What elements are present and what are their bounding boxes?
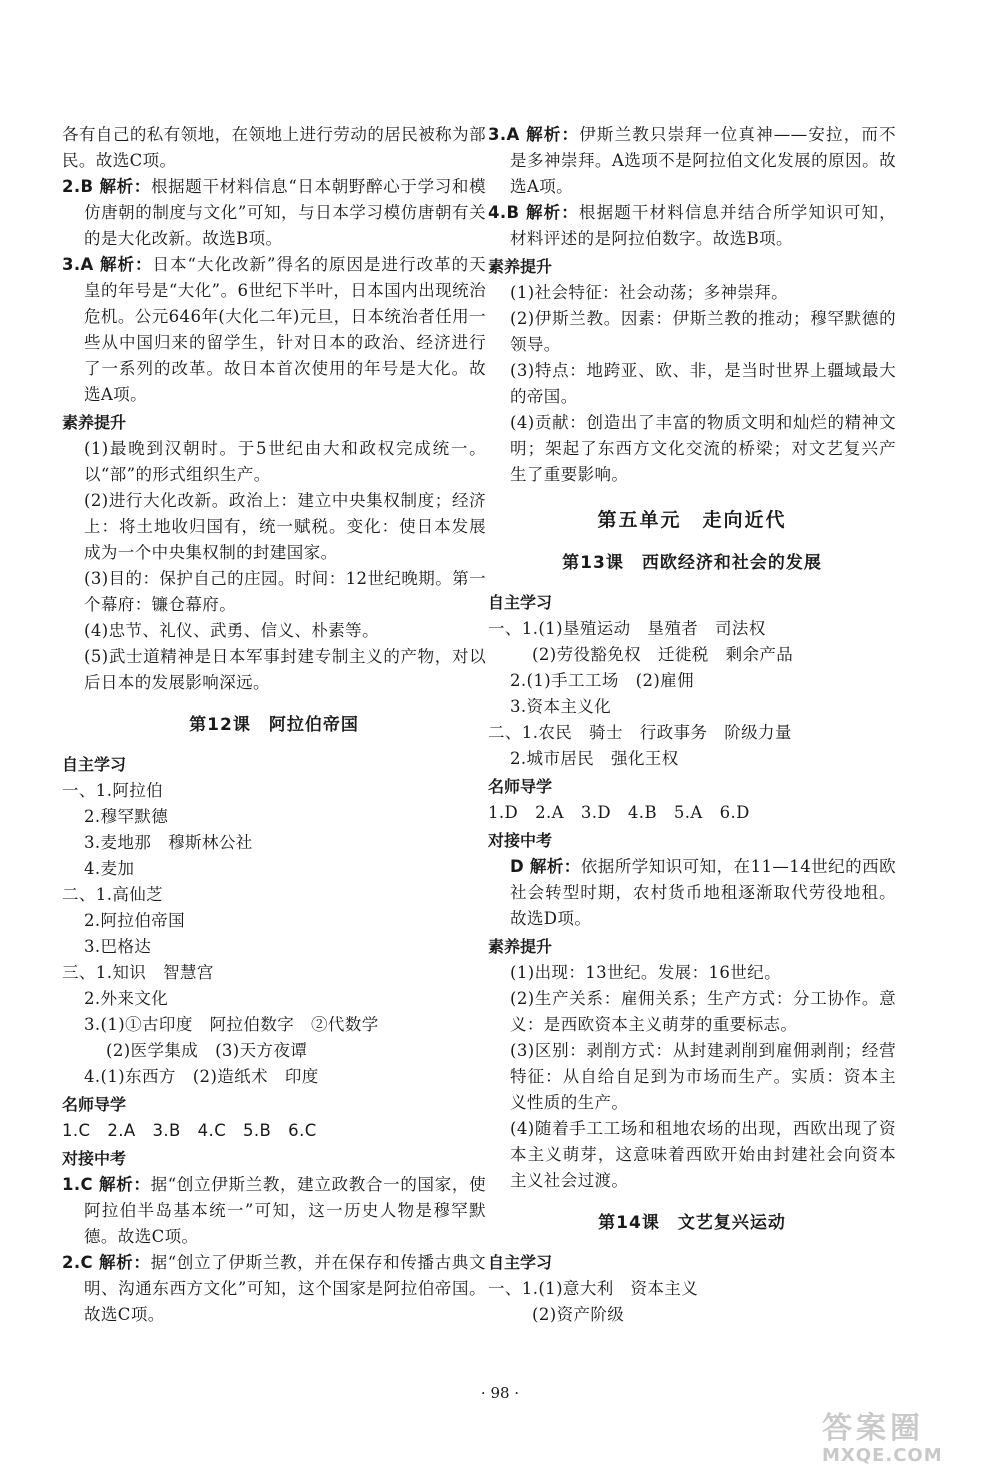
watermark-logo: [822, 1412, 998, 1468]
analysis-label: 解析：: [526, 125, 580, 144]
suyang-list: [488, 960, 896, 1194]
analysis-label: 解析：: [99, 255, 153, 274]
suyang-list: [62, 436, 486, 696]
answer-line: (2)医学集成 (3)天方夜谭: [106, 1041, 308, 1060]
duijie-answer-2: [62, 1250, 486, 1328]
list-item: (2)进行大化改新。政治上：建立中央集权制度；经济上：将土地收归国有，统一赋税。变化：使日本发展成为一个中央集权制的封建国家。: [84, 491, 486, 562]
analysis-label: 解析：: [529, 857, 581, 876]
section-heading: 对接中考: [62, 1149, 127, 1168]
paragraph: 各有自己的私有领地，在领地上进行劳动的居民被称为部民。故选C项。: [62, 125, 486, 170]
analysis-text: 日本“大化改新”得名的原因是进行改革的天皇的年号是“大化”。6世纪下半叶，日本国内出现统治危机。公元646年(大化二年)元旦，日本统治者任用一些从中国归来的留学生，针对日本的政治、经济进行了一系列的改革。故日本首次使用的年号是大化。故选A项。: [84, 255, 487, 404]
answer-line: 3.(1)①古印度 阿拉伯数字 ②代数学: [84, 1015, 379, 1034]
answer-number: D: [510, 857, 525, 876]
analysis-label: 解析：: [525, 203, 579, 222]
answer-line: 3.麦地那 穆斯林公社: [84, 833, 253, 852]
zizhu-list: [488, 616, 896, 772]
unit-title: 第五单元 走向近代: [597, 509, 787, 531]
answer-3: [62, 252, 486, 408]
answer-number: 2.B: [62, 177, 94, 196]
list-item: (3)特点：地跨亚、欧、非，是当时世界上疆域最大的帝国。: [510, 361, 896, 406]
answer-line: 4.麦加: [84, 859, 135, 878]
section-heading: 素养提升: [488, 937, 553, 956]
section-heading: 自主学习: [488, 1253, 553, 1272]
answer-line: 二、1.农民 骑士 行政事务 阶级力量: [488, 723, 792, 742]
answer-number: 3.A: [488, 125, 520, 144]
answer-line: 一、1.阿拉伯: [62, 781, 164, 800]
section-heading: 自主学习: [62, 755, 127, 774]
analysis-text: 依据所学知识可知，在11—14世纪的西欧社会转型时期，农村货币地租逐渐取代劳役地租。故选D项。: [510, 857, 896, 928]
section-heading: 名师导学: [488, 777, 553, 796]
zizhu-list: [488, 1276, 896, 1328]
answer-2: [62, 174, 486, 252]
answer-row: 1.C 2.A 3.B 4.C 5.B 6.C: [62, 1121, 317, 1140]
answer-3: [488, 122, 896, 200]
zizhu-list: [62, 778, 486, 1090]
left-column: [62, 122, 486, 1328]
list-item: (3)目的：保护自己的庄园。时间：12世纪晚期。第一个幕府：镰仓幕府。: [84, 569, 486, 614]
duijie-answer-1: [62, 1172, 486, 1250]
page-number: · 98 ·: [480, 1384, 520, 1402]
analysis-text: 据“创立了伊斯兰教，并在保存和传播古典文明、沟通东西方文化”可知，这个国家是阿拉伯帝国。故选C项。: [84, 1253, 486, 1324]
answer-line: 2.城市居民 强化王权: [510, 749, 679, 768]
lesson-title: 第12课 阿拉伯帝国: [189, 715, 359, 735]
analysis-text: 根据题干材料信息并结合所学知识可知，材料评述的是阿拉伯数字。故选B项。: [510, 203, 896, 248]
duijie-answer: [488, 854, 896, 932]
answer-line: 2.穆罕默德: [84, 807, 169, 826]
watermark-text: 答案圈: [822, 1411, 924, 1446]
answer-line: 2.外来文化: [84, 989, 169, 1008]
analysis-text: 根据题干材料信息“日本朝野醉心于学习和模仿唐朝的制度与文化”可知，与日本学习模仿唐朝有关的是大化改新。故选B项。: [84, 177, 487, 248]
right-column: [488, 122, 896, 1328]
answer-line: 3.巴格达: [84, 937, 152, 956]
answer-line: 一、1.(1)垦殖运动 垦殖者 司法权: [488, 619, 766, 638]
section-heading: 对接中考: [488, 831, 553, 850]
lesson-title: 第13课 西欧经济和社会的发展: [562, 553, 822, 573]
section-heading: 素养提升: [62, 413, 127, 432]
answer-line: 一、1.(1)意大利 资本主义: [488, 1279, 699, 1298]
list-item: (4)随着手工工场和租地农场的出现，西欧出现了资本主义萌芽，这意味着西欧开始由封建社会向资本主义社会过渡。: [510, 1119, 896, 1190]
answer-line: 4.(1)东西方 (2)造纸术 印度: [84, 1067, 319, 1086]
answer-number: 2.C: [62, 1253, 94, 1272]
answer-4: [488, 200, 896, 252]
list-item: (1)最晚到汉朝时。于5世纪由大和政权完成统一。以“部”的形式组织生产。: [84, 439, 486, 484]
list-item: (5)武士道精神是日本军事封建专制主义的产物，对以后日本的发展影响深远。: [84, 647, 486, 692]
list-item: (4)忠节、礼仪、武勇、信义、朴素等。: [84, 621, 379, 640]
list-item: (1)出现：13世纪。发展：16世纪。: [510, 963, 781, 982]
suyang-list: [488, 280, 896, 488]
analysis-label: 解析：: [99, 177, 151, 196]
analysis-text: 伊斯兰教只崇拜一位真神——安拉，而不是多神崇拜。A选项不是阿拉伯文化发展的原因。故选A项。: [510, 125, 896, 196]
list-item: (2)生产关系：雇佣关系；生产方式：分工协作。意义：是西欧资本主义萌芽的重要标志。: [510, 989, 896, 1034]
answer-line: 2.阿拉伯帝国: [84, 911, 186, 930]
section-heading: 素养提升: [488, 257, 553, 276]
answer-number: 1.C: [62, 1175, 94, 1194]
lesson-title: 第14课 文艺复兴运动: [598, 1213, 786, 1233]
answer-number: 3.A: [62, 255, 94, 274]
answer-row: 1.D 2.A 3.D 4.B 5.A 6.D: [488, 803, 750, 822]
answer-line: (2)劳役豁免权 迁徙税 剩余产品: [532, 645, 794, 664]
answer-line: 三、1.知识 智慧宫: [62, 963, 214, 982]
answer-line: 3.资本主义化: [510, 697, 612, 716]
answer-line: (2)资产阶级: [532, 1305, 625, 1324]
answer-line: 2.(1)手工工场 (2)雇佣: [510, 671, 694, 690]
list-item: (2)伊斯兰教。因素：伊斯兰教的推动；穆罕默德的领导。: [510, 309, 896, 354]
list-item: (1)社会特征：社会动荡；多神崇拜。: [510, 283, 789, 302]
analysis-label: 解析：: [99, 1175, 151, 1194]
section-heading: 自主学习: [488, 593, 553, 612]
analysis-label: 解析：: [99, 1253, 151, 1272]
list-item: (4)贡献：创造出了丰富的物质文明和灿烂的精神文明；架起了东西方文化交流的桥梁；对文艺复兴产生了重要影响。: [510, 413, 896, 484]
analysis-text: 据“创立伊斯兰教，建立政教合一的国家，使阿拉伯半岛基本统一”可知，这一历史人物是穆罕默德。故选C项。: [84, 1175, 486, 1246]
answer-line: 二、1.高仙芝: [62, 885, 164, 904]
watermark-url: MXQE.COM: [822, 1445, 943, 1466]
answer-number: 4.B: [488, 203, 520, 222]
list-item: (3)区别：剥削方式：从封建剥削到雇佣剥削；经营特征：从自给自足到为市场而生产。实质：资本主义性质的生产。: [510, 1041, 896, 1112]
section-heading: 名师导学: [62, 1095, 127, 1114]
